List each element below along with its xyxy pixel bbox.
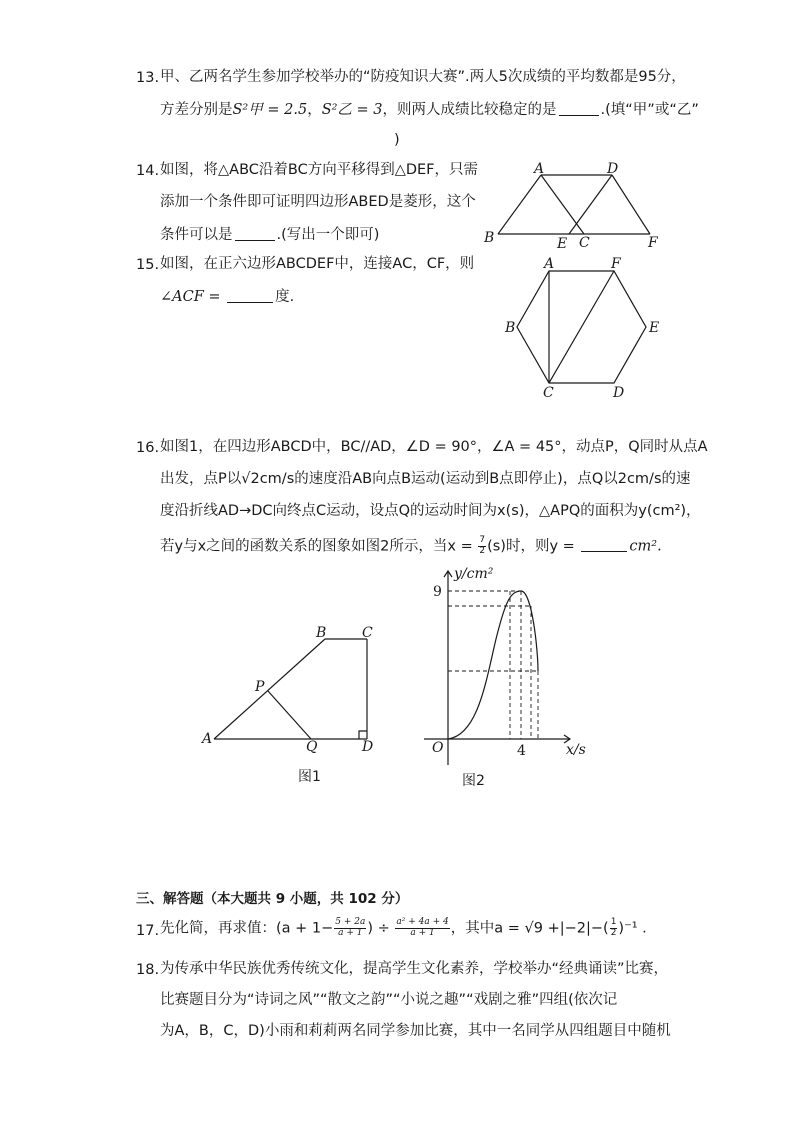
q16-unit: cm². [629,538,662,555]
q14-label-F: F [648,235,658,251]
q15-label-D: D [613,385,625,400]
fig1-label-P: P [255,679,265,695]
q15-angle: ∠ACF = [160,289,226,305]
q15-text-b: 度. [275,289,295,305]
q16-frac-den: 2 [479,545,486,556]
q15-segment-CF [549,271,614,383]
q13-number: 13. [136,70,160,86]
q13-text-c: .(填“甲”或“乙” [600,102,699,118]
q15-label-B: B [505,320,516,336]
q17-frac1 [334,918,366,939]
q14-figure [478,160,668,252]
fig2-origin: O [432,740,444,756]
q17-text-b: ) ÷ [367,920,395,937]
q17-frac2-den: a + 1 [410,927,435,938]
q17-frac3-num: 1 [610,917,617,927]
fig1-label-C: C [362,625,373,641]
q13-text-a: 方差分别是 [160,102,233,118]
q16-line3: 度沿折线AD→DC向终点C运动，设点Q的运动时间为x(s)，△APQ的面积为y(cm²)， [160,503,701,519]
q16-figure1 [196,620,386,760]
q13-variance-jia: S²甲 = 2.5 [232,102,308,118]
q14-line3 [160,226,379,243]
fig1-label-D: D [362,739,374,755]
q15-number: 15. [136,257,160,273]
fig2-x-label: x/s [566,742,586,758]
fig1-label-B: B [316,625,327,641]
q18-number: 18. [136,962,160,978]
q13-answer-blank [559,101,599,116]
q16-fig2-caption: 图2 [462,773,485,789]
q16-line2: 出发，点P以√2cm/s的速度沿AB向点B运动(运动到B点即停止)，点Q以2cm/s的速 [160,471,691,487]
q16-text-b: (s)时，则y = [487,538,580,555]
q14-label-B: B [484,230,495,246]
fig1-right-angle-mark [359,731,367,739]
q13-text-b: ，则两人成绩比较稳定的是 [382,102,557,118]
q15-label-F: F [611,256,621,272]
fig2-curve [448,591,538,739]
q14-line2: 添加一个条件即可证明四边形ABED是菱形，这个 [160,194,476,210]
q18-line1: 为传承中华民族优秀传统文化，提高学生文化素养，学校举办“经典诵读”比赛， [160,961,669,977]
q14-label-E: E [557,236,568,252]
q14-label-D: D [607,161,619,177]
q17-frac2 [395,918,449,939]
q14-segment-DE [569,175,612,234]
q17-line [160,918,647,939]
q17-number: 17. [136,923,160,939]
fig1-segment-AB [214,639,325,739]
q15-label-E: E [649,320,660,336]
q14-text-a: 条件可以是 [160,227,233,243]
q13-line3: ) [394,132,400,148]
fig2-y-label: y/cm² [454,566,494,582]
q16-frac-num: 7 [479,535,486,545]
q16-line1: 如图1，在四边形ABCD中，BC//AD，∠D = 90°，∠A = 45°，动点P，Q同时从点A [160,439,708,455]
q13-line2: 方差分别是S²甲 = 2.5，S²乙 = 3，则两人成绩比较稳定的是 .(填“甲”或“乙” [160,102,699,118]
q17-text-a: 先化简，再求值：(a + 1− [160,920,334,937]
fig1-segment-PQ [268,691,311,739]
q15-line1: 如图，在正六边形ABCDEF中，连接AC，CF，则 [160,256,475,272]
q14-label-C: C [579,235,590,251]
q14-text-b: .(写出一个即可) [276,227,380,243]
q14-number: 14. [136,163,160,179]
q16-text-a: 若y与x之间的函数关系的图象如图2所示，当x = [160,538,478,555]
q13-line1: 甲、乙两名学生参加学校举办的“防疫知识大赛”.两人5次成绩的平均数都是95分， [160,69,686,85]
q17-frac3-den: 2 [610,927,617,938]
q16-fig1-caption: 图1 [298,769,321,785]
q14-line1: 如图，将△ABC沿着BC方向平移得到△DEF，只需 [160,162,479,178]
q16-answer-blank [581,537,627,552]
q16-figure2 [420,565,610,765]
q15-label-C: C [543,385,554,400]
q14-answer-blank [235,226,275,241]
q16-line4 [160,536,662,557]
fig1-label-A: A [202,731,213,747]
q15-figure [496,254,668,400]
q15-label-A: A [544,256,555,272]
q13-variance-yi: S²乙 = 3 [321,102,383,118]
q17-frac3 [610,918,618,939]
q14-segment-AC [541,175,584,234]
q15-line2 [160,288,294,305]
q17-frac1-den: a + 1 [338,927,363,938]
section-title: 三、解答题（本大题共 9 小题，共 102 分） [136,891,409,907]
fig2-x-tick: 4 [517,743,526,759]
q17-frac1-num: 5 + 2a [335,917,366,927]
q14-label-A: A [534,161,545,177]
q17-frac2-num: a² + 4a + 4 [396,917,449,927]
q16-fraction [478,536,486,557]
q16-number: 16. [136,440,160,456]
q14-segment-AB [498,175,541,234]
fig1-label-Q: Q [306,739,318,755]
q17-text-d: )⁻¹ . [618,920,647,937]
q15-answer-blank [227,288,273,303]
q14-segment-DF [612,175,650,234]
fig2-y-tick: 9 [433,584,442,600]
q18-line3: 为A，B，C，D)小雨和莉莉两名同学参加比赛，其中一名同学从四组题目中随机 [160,1023,671,1039]
q17-text-c: ，其中a = √9 +|−2|−( [450,920,609,937]
q18-line2: 比赛题目分为“诗词之风”“散文之韵”“小说之趣”“戏剧之雅”四组(依次记 [160,992,618,1008]
